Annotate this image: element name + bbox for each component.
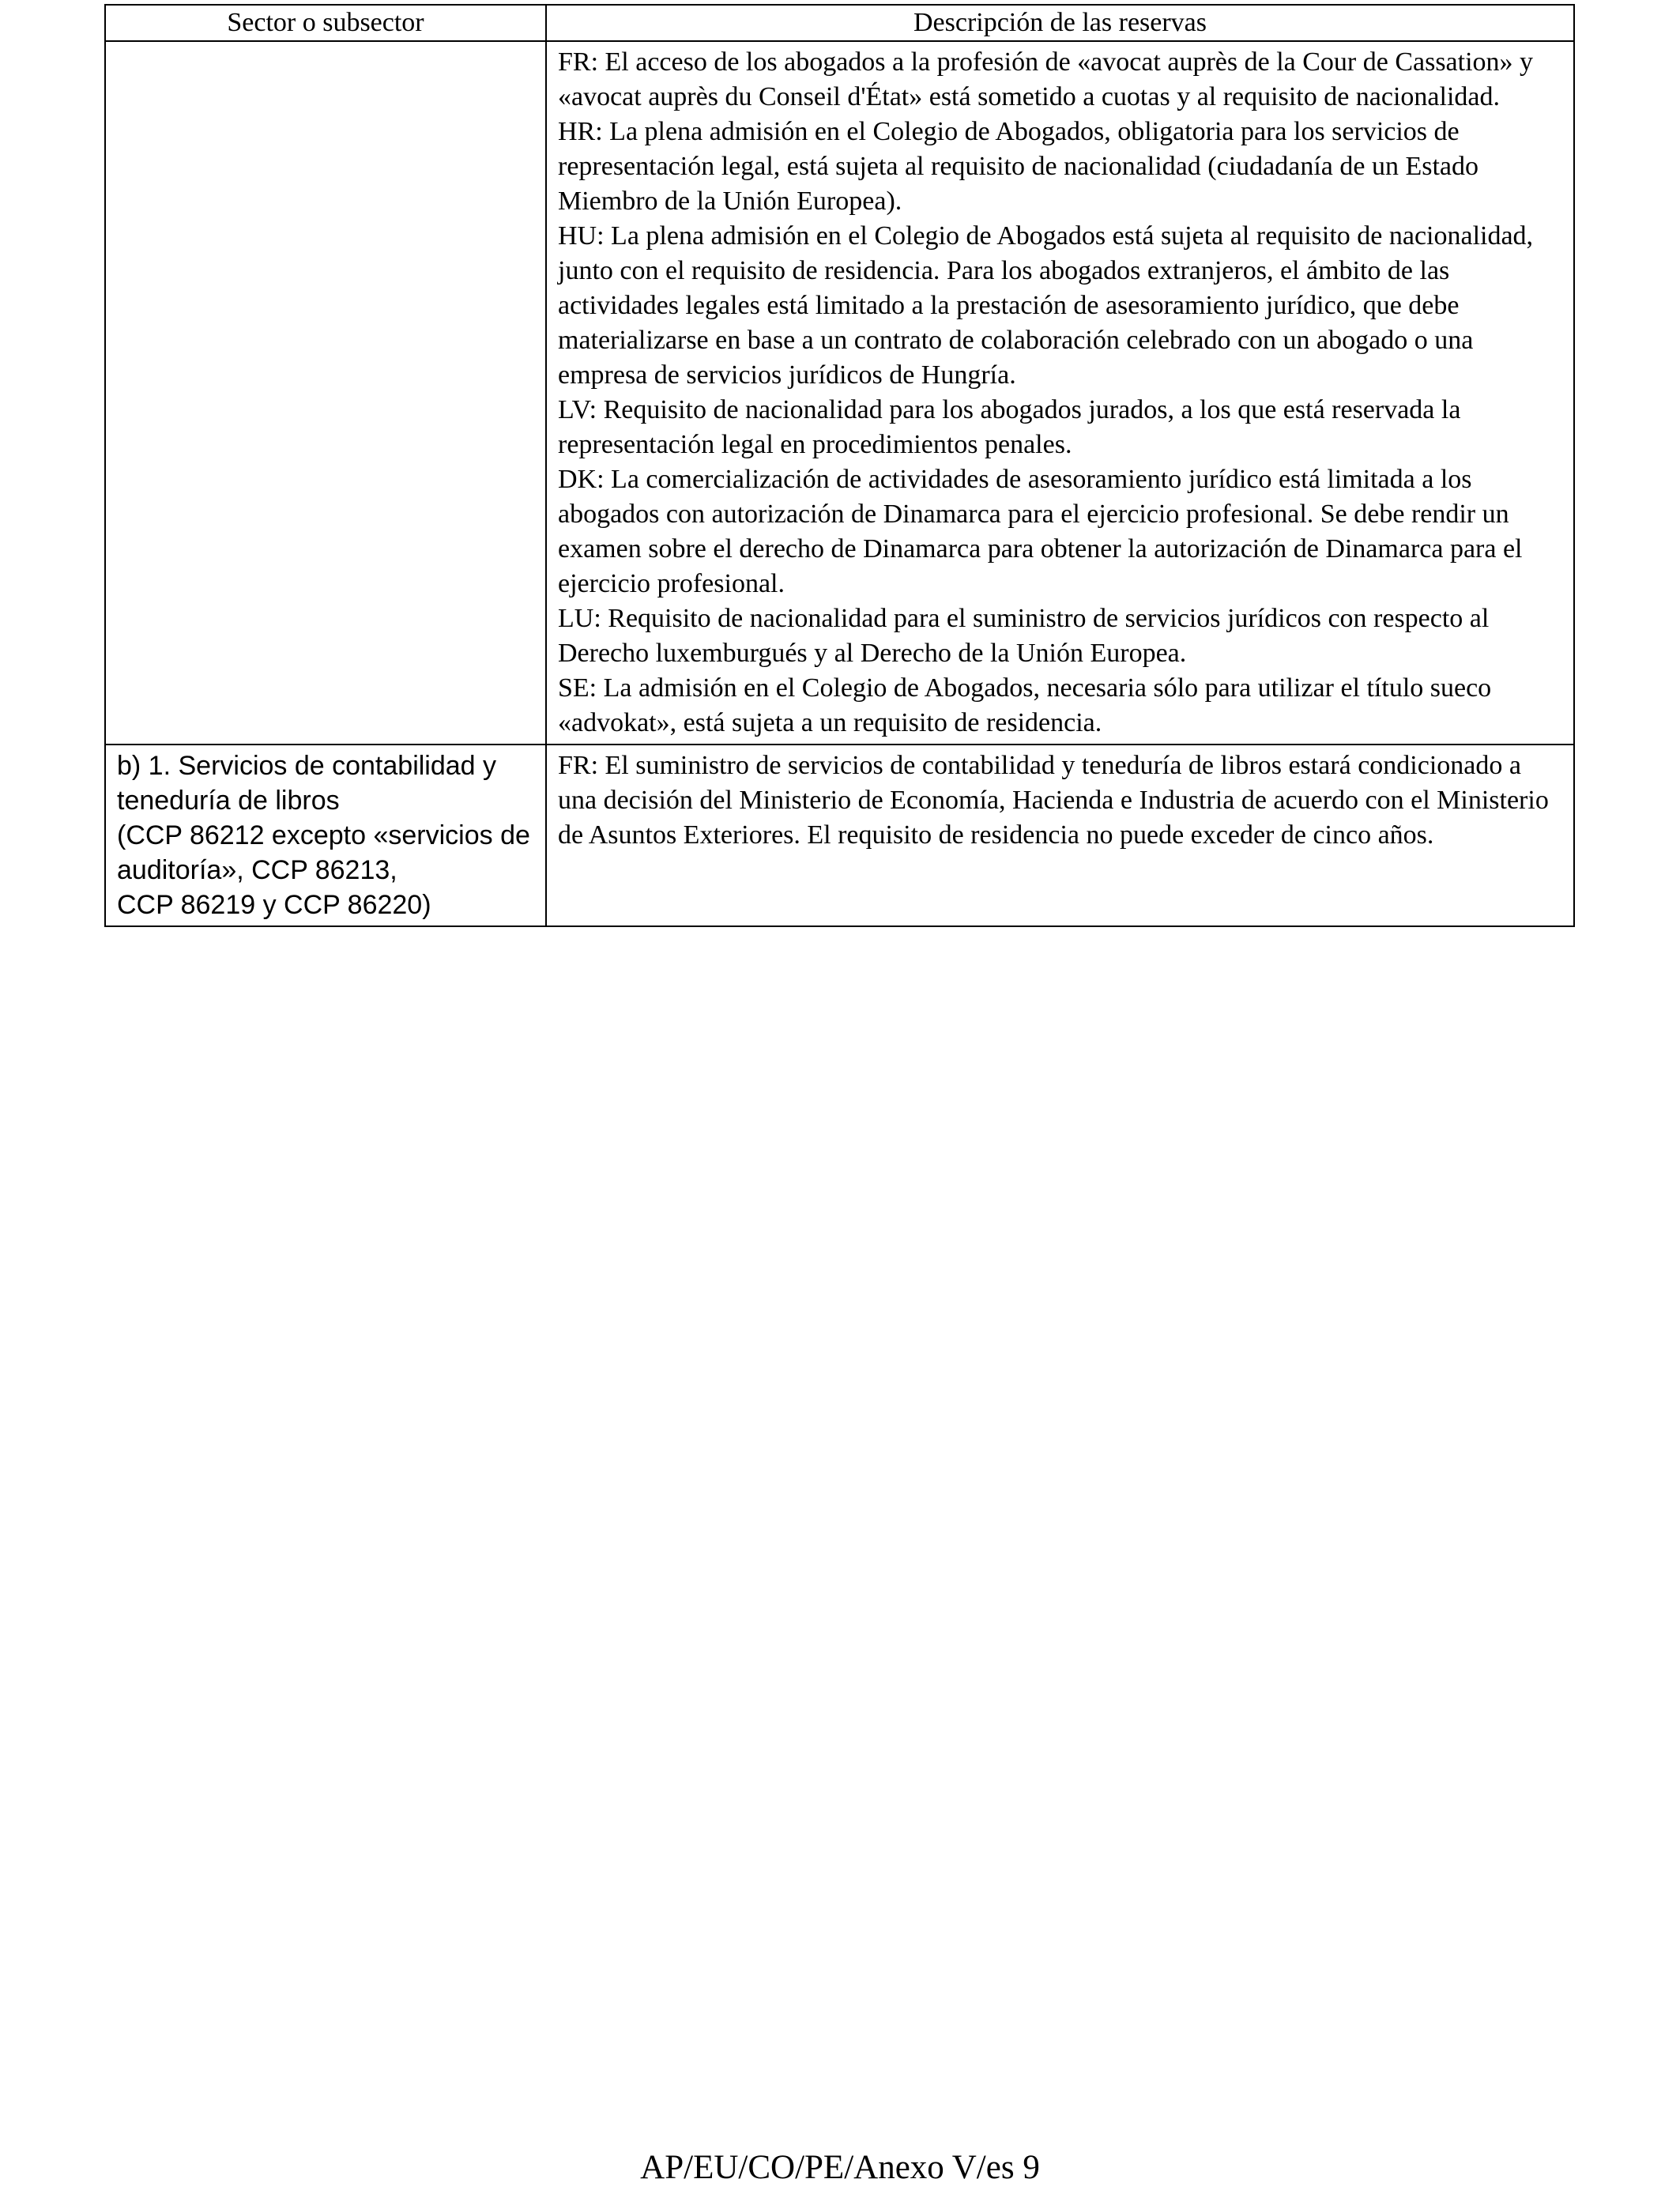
table-row: [105, 745, 1574, 926]
table-header-row: [105, 5, 1574, 41]
reservation-se: SE: La admisión en el Colegio de Abogados, necesaria sólo para utilizar el título sueco «advokat», está sujeta a un requisito de residencia.: [558, 673, 1492, 737]
reservation-lu: LU: Requisito de nacionalidad para el suministro de servicios jurídicos con respecto al Derecho luxemburgués y al Derecho de la Unión Europea.: [558, 604, 1490, 668]
reservations-table: [104, 4, 1575, 927]
sector-cell: [105, 41, 546, 745]
reservation-fr: FR: El acceso de los abogados a la profesión de «avocat auprès de la Cour de Cassation» y «avocat auprès du Conseil d'État» está sometido a cuotas y al requisito de nacionalidad.: [558, 47, 1534, 111]
reservation-hu: HU: La plena admisión en el Colegio de Abogados está sujeta al requisito de nacionalidad, junto con el requisito de residencia. Para los abogados extranjeros, el ámbito de las actividades legales está limitado a la prestación de asesoramiento jurídico, que debe materializarse en base a un contrato de colaboración celebrado con un abogado o una empresa de servicios jurídicos de Hungría.: [558, 221, 1534, 390]
page-footer-reference: AP/EU/CO/PE/Anexo V/es 9: [640, 2149, 1040, 2186]
sector-line: b) 1. Servicios de contabilidad y: [117, 751, 497, 781]
description-cell: [546, 745, 1574, 926]
header-sector: Sector o subsector: [105, 5, 546, 41]
sector-line: (CCP 86212 excepto «servicios de: [117, 820, 530, 850]
header-description: Descripción de las reservas: [546, 5, 1574, 41]
reservation-hr: HR: La plena admisión en el Colegio de Abogados, obligatoria para los servicios de representación legal, está sujeta al requisito de nacionalidad (ciudadanía de un Estado Miembro de la Unión Europea).: [558, 117, 1478, 216]
reservation-fr-accounting: FR: El suministro de servicios de contabilidad y teneduría de libros estará condicionado a una decisión del Ministerio de Economía, Hacienda e Industria de acuerdo con el Ministerio de Asuntos Exteriores. El requisito de residencia no puede exceder de cinco años.: [558, 751, 1549, 850]
sector-line: CCP 86219 y CCP 86220): [117, 890, 431, 920]
description-cell: [546, 41, 1574, 745]
table-row: [105, 41, 1574, 745]
sector-line: teneduría de libros: [117, 786, 340, 816]
reservation-lv: LV: Requisito de nacionalidad para los abogados jurados, a los que está reservada la representación legal en procedimientos penales.: [558, 395, 1461, 459]
sector-cell: [105, 745, 546, 926]
sector-line: auditoría», CCP 86213,: [117, 855, 397, 885]
reservation-dk: DK: La comercialización de actividades de asesoramiento jurídico está limitada a los abogados con autorización de Dinamarca para el ejercicio profesional. Se debe rendir un examen sobre el derecho de Dinamarca para obtener la autorización de Dinamarca para el ejercicio profesional.: [558, 465, 1523, 598]
